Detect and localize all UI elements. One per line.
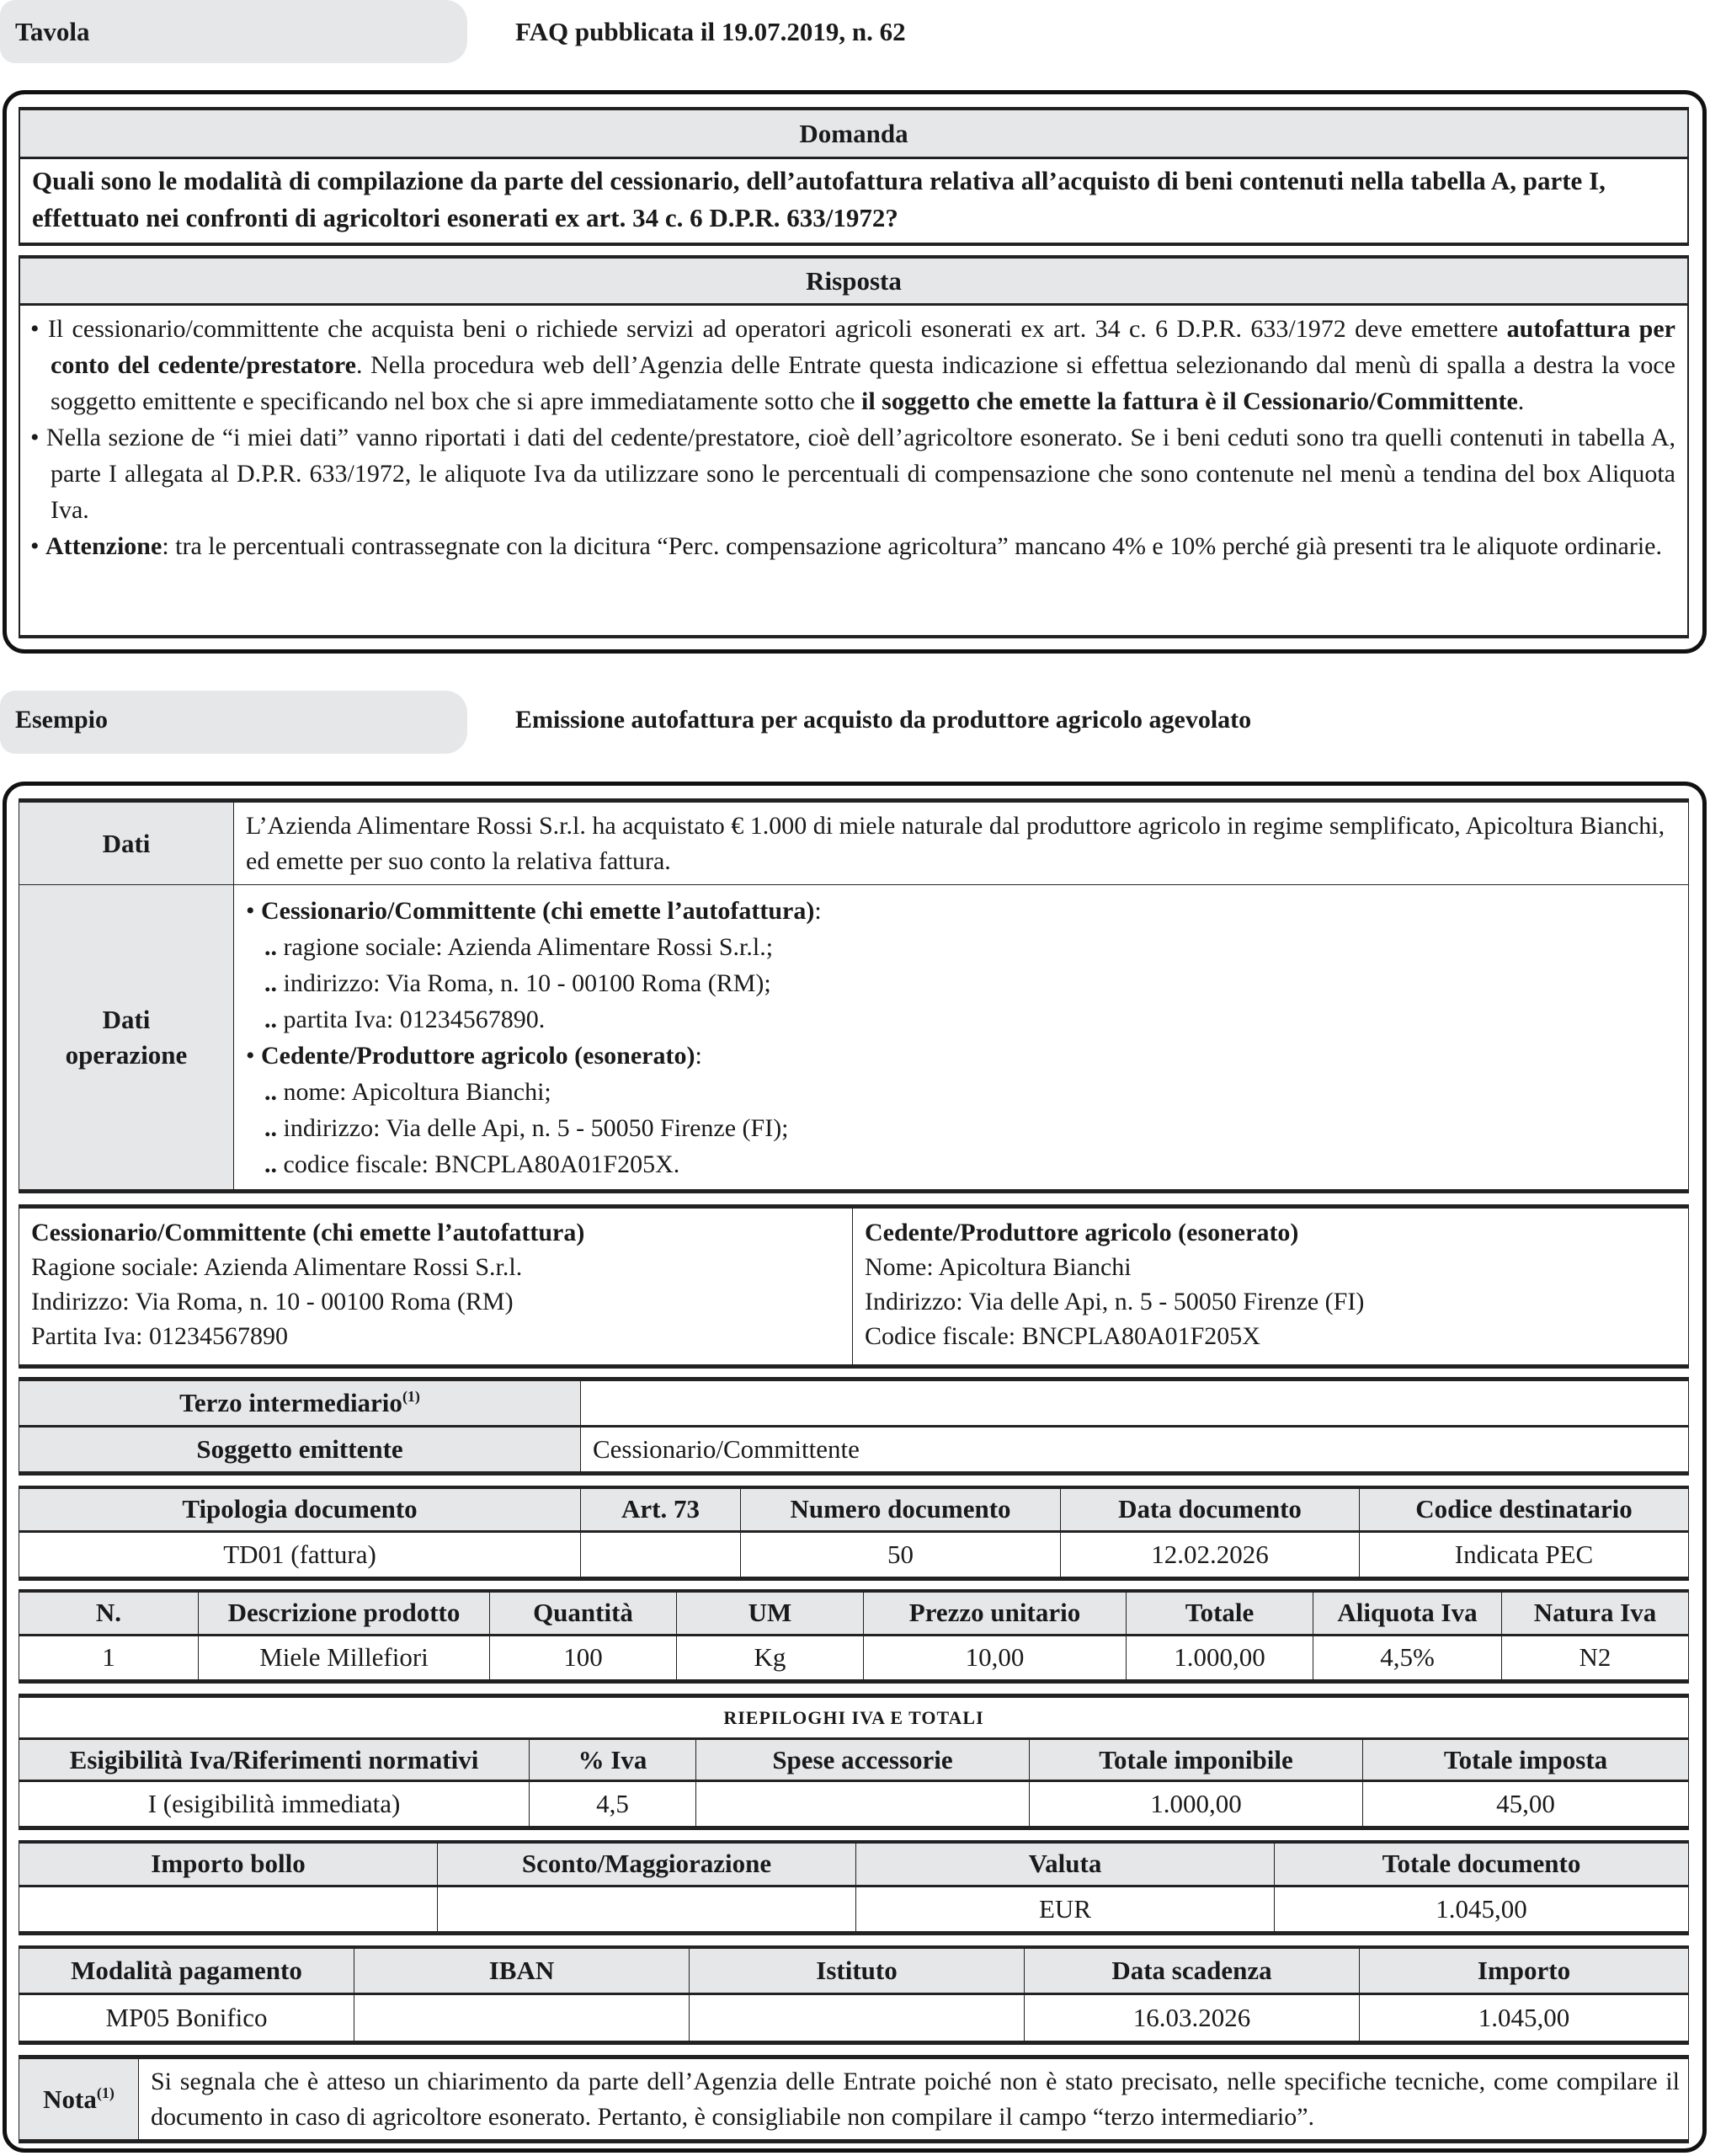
dati-operazione-content: • Cessionario/Committente (chi emette l’autofattura): .. ragione sociale: Azienda Alimentare Rossi S.r.l.; .. indirizzo: Via Roma, n. 10 - 00100 Roma (RM); .. partita Iva: 01234567890. • Cedente/Produttore agricolo (esonerato): .. nome: Apicoltura Bianchi; .. indirizzo: Via delle Api, n. 5 - 50050 Firenze (FI); .. codice fiscale: BNCPLA80A01F205X.	[234, 885, 1689, 1190]
linee-table: N. Descrizione prodotto Quantità UM Prezzo unitario Totale Aliquota Iva Natura Iva 1 Miele Millefiori 100 Kg 10,00 1.000,00 4,5% N2	[19, 1589, 1689, 1684]
cedente-box: Cedente/Produttore agricolo (esonerato) Nome: Apicoltura Bianchi Indirizzo: Via delle Api, n. 5 - 50050 Firenze (FI) Codice fiscale: BNCPLA80A01F205X	[853, 1209, 1689, 1365]
col-data: Data documento	[1061, 1489, 1360, 1531]
risposta-panel	[19, 255, 1689, 638]
pagamento-table: Modalità pagamento IBAN Istituto Data scadenza Importo MP05 Bonifico 16.03.2026 1.045,00	[19, 1945, 1689, 2045]
col-numero: Numero documento	[741, 1489, 1061, 1531]
esempio-label: Esempio	[15, 706, 109, 734]
terzo-intermediario-label: Terzo intermediario$^{(1)}$	[19, 1381, 581, 1427]
cedente-heading: Cedente/Produttore agricolo (esonerato)	[261, 1041, 695, 1070]
table-row: I (esigibilità immediata) 4,5 1.000,00 45,00	[19, 1781, 1689, 1827]
risposta-bullet-2: • Nella sezione de “i miei dati” vanno riportati i dati del cedente/prestatore, cioè dell’agricoltore esonerato. Se i beni ceduti sono tra quelli contenuti in tabella A, parte I allegata al D.P.R. 633/1972, le aliquote Iva da utilizzare sono le percentuali di compensazione che sono contenute nel menù a tendina del box Aliquota Iva.	[30, 424, 1675, 524]
domanda-heading: Domanda	[20, 110, 1687, 159]
tavola-label: Tavola	[15, 17, 90, 46]
nota-table	[19, 2055, 1689, 2143]
risposta-heading: Risposta	[20, 259, 1687, 306]
dati-operazione-label: Dati operazione	[19, 885, 234, 1190]
risposta-bullet-1: • Il cessionario/committente che acquista beni o richiede servizi ad operatori agricoli esonerati ex art. 34 c. 6 D.P.R. 633/1972 deve emettere autofattura per conto del cedente/prestatore. Nella procedura web dell’Agenzia delle Entrate questa indicazione si effettua selezionando dal menù di spalla a destra la voce soggetto emittente e specificando nel box che si apre immediatamente sotto che il soggetto che emette la fattura è il Cessionario/Committente.	[30, 315, 1675, 415]
parties-table	[19, 1204, 1689, 1369]
nota-text: Si segnala che è atteso un chiarimento da parte dell’Agenzia delle Entrate poiché non è stato precisato, nelle specifiche tecniche, come compilare il documento in caso di agricoltore esonerato. Pertanto, è consigliabile non compilare il campo “terzo intermediario”.	[139, 2059, 1689, 2140]
esempio-title: Emissione autofattura per acquisto da produttore agricolo agevolato	[515, 706, 1252, 734]
dati-label: Dati	[19, 803, 234, 885]
soggetto-emittente-label: Soggetto emittente	[19, 1427, 581, 1472]
riepiloghi-title: RIEPILOGHI IVA E TOTALI	[19, 1698, 1689, 1739]
col-codice-destinatario: Codice destinatario	[1360, 1489, 1689, 1531]
nota-label: Nota$^{(1)}$	[19, 2059, 139, 2140]
dati-table	[19, 798, 1689, 1193]
table-row: TD01 (fattura) 50 12.02.2026 Indicata PEC	[19, 1531, 1689, 1577]
risposta-bullet-3: • Attenzione: tra le percentuali contrassegnate con la dicitura “Perc. compensazione agricoltura” mancano 4% e 10% perché già presenti tra le aliquote ordinarie.	[30, 532, 1663, 560]
cessionario-heading: Cessionario/Committente (chi emette l’autofattura)	[261, 896, 815, 925]
domanda-panel	[19, 107, 1689, 246]
domanda-text: Quali sono le modalità di compilazione da parte del cessionario, dell’autofattura relativa all’acquisto di beni contenuti nella tabella A, parte I, effettuato nei confronti di agricoltori esonerati ex art. 34 c. 6 D.P.R. 633/1972?	[32, 166, 1606, 232]
dati-text: L’Azienda Alimentare Rossi S.r.l. ha acquistato € 1.000 di miele naturale dal produttore agricolo in regime semplificato, Apicoltura Bianchi, ed emette per suo conto la relativa fattura.	[234, 803, 1689, 885]
col-art73: Art. 73	[581, 1489, 741, 1531]
documento-table	[19, 1486, 1689, 1581]
table-row: 1 Miele Millefiori 100 Kg 10,00 1.000,00 4,5% N2	[19, 1635, 1689, 1679]
cessionario-box: Cessionario/Committente (chi emette l’autofattura) Ragione sociale: Azienda Alimentare Rossi S.r.l. Indirizzo: Via Roma, n. 10 - 00100 Roma (RM) Partita Iva: 01234567890	[19, 1209, 853, 1365]
totali-table: Importo bollo Sconto/Maggiorazione Valuta Totale documento EUR 1.045,00	[19, 1840, 1689, 1935]
riepiloghi-table: RIEPILOGHI IVA E TOTALI Esigibilità Iva/Riferimenti normativi % Iva Spese accessorie Totale imponibile Totale imposta I (esigibilità immediata) 4,5 1.000,00 45,00	[19, 1694, 1689, 1830]
terzo-intermediario-value	[581, 1381, 1689, 1427]
col-tipologia: Tipologia documento	[19, 1489, 581, 1531]
emittente-table	[19, 1377, 1689, 1476]
table-row: MP05 Bonifico 16.03.2026 1.045,00	[19, 1993, 1689, 2041]
table-row: EUR 1.045,00	[19, 1886, 1689, 1931]
page-title: FAQ pubblicata il 19.07.2019, n. 62	[515, 17, 906, 46]
soggetto-emittente-value: Cessionario/Committente	[581, 1427, 1689, 1472]
